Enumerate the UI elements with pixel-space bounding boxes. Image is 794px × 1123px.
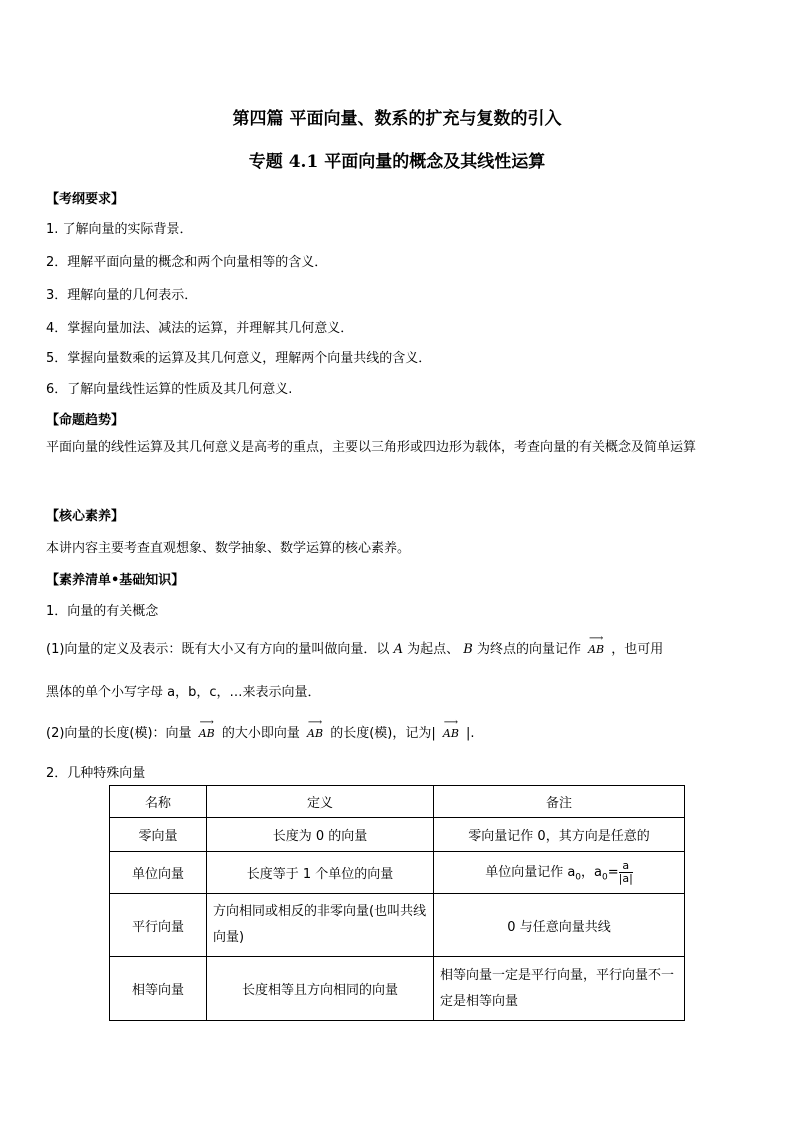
table-cell: 长度为 0 的向量: [207, 818, 434, 852]
section-basic-knowledge: 【素养清单•基础知识】: [46, 573, 185, 588]
requirement-item: 5．掌握向量数乘的运算及其几何意义，理解两个向量共线的含义．: [46, 351, 432, 366]
special-vectors-heading: 2．几种特殊向量: [46, 766, 146, 781]
concept-heading: 1．向量的有关概念: [46, 604, 159, 619]
table-cell: 0 与任意向量共线: [434, 894, 685, 957]
point-b: B: [463, 642, 473, 657]
note-text: 单位向量记作 a: [485, 865, 576, 880]
text: (2)向量的长度(模)：向量: [46, 726, 192, 741]
text: ，也可用: [611, 642, 664, 657]
requirement-item: 2．理解平面向量的概念和两个向量相等的含义．: [46, 255, 328, 270]
requirement-item: 3．理解向量的几何表示．: [46, 288, 198, 303]
text: 的长度(模)，记为|: [330, 726, 436, 741]
vector-length-line: [46, 717, 475, 741]
vector-ab-notation: [304, 717, 326, 740]
vector-definition-line: [46, 633, 664, 657]
fraction-numerator: a: [622, 859, 630, 872]
table-cell: 相等向量一定是平行向量，平行向量不一定是相等向量: [434, 957, 685, 1021]
vector-label: AB: [198, 727, 215, 740]
requirement-item: 1. 了解向量的实际背景．: [46, 222, 193, 237]
unit-vector-fraction: [619, 860, 633, 885]
document-subtitle: 专题 4.1 平面向量的概念及其线性运算: [248, 152, 546, 172]
table-row: [110, 894, 685, 957]
note-text: ，a: [581, 865, 602, 880]
point-a: A: [393, 642, 403, 657]
subscript: 0: [575, 872, 582, 883]
table-header-cell: 备注: [434, 786, 685, 818]
core-paragraph: 本讲内容主要考查直观想象、数学抽象、数学运算的核心素养。: [46, 541, 411, 556]
table-row: [110, 818, 685, 852]
table-cell: 方向相同或相反的非零向量(也叫共线向量): [207, 894, 434, 957]
table-cell: 长度等于 1 个单位的向量: [207, 852, 434, 894]
section-trend: 【命题趋势】: [46, 413, 125, 428]
section-core-literacy: 【核心素养】: [46, 509, 125, 524]
table-cell: 单位向量: [110, 852, 207, 894]
table-cell: 长度相等且方向相同的向量: [207, 957, 434, 1021]
table-cell: 零向量记作 0，其方向是任意的: [434, 818, 685, 852]
text: |.: [466, 726, 475, 741]
table-cell: 平行向量: [110, 894, 207, 957]
vector-label: AB: [588, 643, 605, 656]
vector-label: AB: [307, 727, 324, 740]
vector-ab-notation: [585, 633, 607, 656]
table-cell: [434, 852, 685, 894]
table-header-row: [110, 786, 685, 818]
vector-definition-line-2: 黑体的单个小写字母 a，b，c，…来表示向量．: [46, 685, 321, 700]
arrow-icon: ⟶: [588, 633, 604, 644]
special-vectors-table: [109, 785, 685, 1021]
vector-label: AB: [442, 727, 459, 740]
requirement-item: 4．掌握向量加法、减法的运算，并理解其几何意义．: [46, 321, 354, 336]
table-cell: 相等向量: [110, 957, 207, 1021]
arrow-icon: ⟶: [443, 717, 459, 728]
equals-sign: =: [607, 865, 619, 880]
requirement-item: 6．了解向量线性运算的性质及其几何意义.: [46, 382, 293, 397]
table-row: [110, 852, 685, 894]
vector-ab-notation: [196, 717, 218, 740]
table-header-cell: 名称: [110, 786, 207, 818]
table-cell: 零向量: [110, 818, 207, 852]
trend-paragraph: 平面向量的线性运算及其几何意义是高考的重点，主要以三角形或四边形为载体，考查向量的有关概念及简单运算: [46, 440, 697, 455]
section-exam-requirements: 【考纲要求】: [46, 192, 125, 207]
vector-ab-notation: [440, 717, 462, 740]
document-title: 第四篇 平面向量、数系的扩充与复数的引入: [232, 109, 562, 129]
arrow-icon: ⟶: [307, 717, 323, 728]
table-row: [110, 957, 685, 1021]
text: 为起点、: [407, 642, 460, 657]
fraction-denominator: |a|: [618, 872, 633, 885]
text: 为终点的向量记作: [476, 642, 581, 657]
text: 的大小即向量: [221, 726, 300, 741]
subscript: 0: [602, 872, 608, 883]
text: (1)向量的定义及表示：既有大小又有方向的量叫做向量．以: [46, 642, 390, 657]
table-header-cell: 定义: [207, 786, 434, 818]
arrow-icon: ⟶: [199, 717, 214, 728]
